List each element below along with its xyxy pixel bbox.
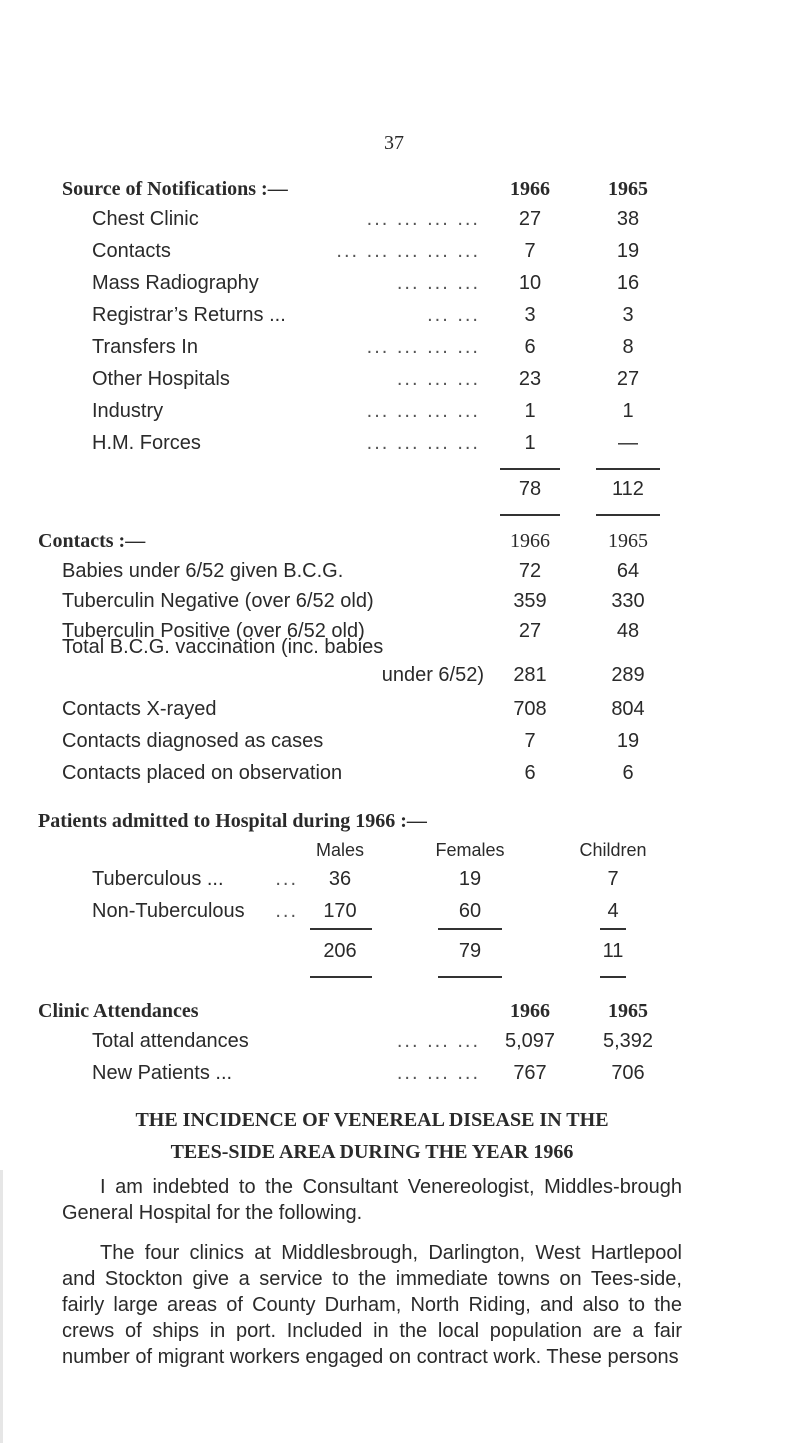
table-cell-1965: 804 bbox=[611, 698, 645, 720]
vd-paragraph-2: The four clinics at Middlesbrough, Darlington, West Hartlepool and Stockton give a service to the immediate towns on Tees-side, fairly large areas of County Durham, North Riding, and also to the crews of ships in port. Included in the local population are a fair number of migrant workers engaged on contract work. These persons bbox=[62, 1242, 682, 1368]
clinic-col-1965: 1965 bbox=[608, 1000, 648, 1022]
leader-dots: ... ... ... ... bbox=[366, 208, 480, 230]
admissions-total-females: 79 bbox=[458, 940, 482, 962]
table-cell-1965: 5,392 bbox=[602, 1030, 654, 1052]
table-cell-1965: 6 bbox=[622, 762, 634, 784]
notifications-total-1966: 78 bbox=[518, 478, 542, 500]
contacts-col-1966: 1966 bbox=[510, 530, 550, 552]
leader-dots: ... ... ... ... bbox=[366, 432, 480, 454]
admissions-col-males: Males bbox=[315, 840, 364, 860]
vd-heading-line1: THE INCIDENCE OF VENEREAL DISEASE IN THE bbox=[135, 1109, 609, 1131]
leader-dots: ... bbox=[275, 900, 298, 922]
table-cell-1965: 27 bbox=[616, 368, 640, 390]
leader-dots: ... ... ... bbox=[396, 1062, 480, 1084]
table-cell-1966: 359 bbox=[513, 590, 547, 612]
table-row-label: Tuberculin Positive (over 6/52 old) bbox=[62, 620, 365, 642]
table-cell-children: 4 bbox=[607, 900, 619, 922]
table-cell-1966: 3 bbox=[524, 304, 536, 326]
table-row-label: Non-Tuberculous bbox=[92, 900, 245, 922]
table-row-label: Mass Radiography bbox=[92, 272, 259, 294]
vd-heading-line2: TEES-SIDE AREA DURING THE YEAR 1966 bbox=[170, 1141, 574, 1163]
table-cell-1966: 767 bbox=[513, 1062, 547, 1084]
table-cell-1966: 1 bbox=[524, 432, 536, 454]
table-cell-1965: 64 bbox=[616, 560, 640, 582]
notifications-col-1966: 1966 bbox=[510, 178, 550, 200]
admissions-rule-males bbox=[310, 928, 372, 930]
leader-dots: ... ... ... bbox=[396, 1030, 480, 1052]
table-cell-1965: 16 bbox=[616, 272, 640, 294]
table-cell-1966: 7 bbox=[524, 730, 536, 752]
clinic-heading: Clinic Attendances bbox=[38, 1000, 199, 1022]
table-row-label: H.M. Forces bbox=[92, 432, 201, 454]
leader-dots: ... ... ... ... bbox=[366, 400, 480, 422]
clinic-col-1966: 1966 bbox=[510, 1000, 550, 1022]
leader-dots: ... ... ... bbox=[396, 368, 480, 390]
table-cell-1966: 23 bbox=[518, 368, 542, 390]
table-cell-1965: 19 bbox=[616, 240, 640, 262]
leader-dots: ... ... ... bbox=[396, 272, 480, 294]
table-row-label: Contacts placed on observation bbox=[62, 762, 343, 784]
contacts-heading: Contacts :— bbox=[38, 530, 146, 552]
table-cell-1965: 1 bbox=[622, 400, 634, 422]
table-cell-1966: 6 bbox=[524, 762, 536, 784]
page-edge-shadow bbox=[0, 1170, 3, 1443]
table-cell-1965: 3 bbox=[622, 304, 634, 326]
table-cell-1966: 708 bbox=[513, 698, 547, 720]
leader-dots: ... bbox=[275, 868, 298, 890]
notifications-heading: Source of Notifications :— bbox=[62, 178, 288, 200]
notifications-rule-1965 bbox=[596, 468, 660, 470]
page-number: 37 bbox=[384, 132, 404, 154]
table-cell-females: 60 bbox=[458, 900, 482, 922]
table-row-label: Registrar’s Returns ... bbox=[92, 304, 286, 326]
leader-dots: ... ... bbox=[427, 304, 480, 326]
table-cell-males: 170 bbox=[323, 900, 357, 922]
vd-paragraph-1: I am indebted to the Consultant Venereologist, Middles-brough General Hospital for the following. bbox=[62, 1176, 682, 1224]
table-cell-1965: — bbox=[618, 432, 638, 454]
admissions-rule-bottom-males bbox=[310, 976, 372, 978]
table-cell-females: 19 bbox=[458, 868, 482, 890]
table-cell-children: 7 bbox=[607, 868, 619, 890]
admissions-rule-children bbox=[600, 928, 626, 930]
table-row-label: Transfers In bbox=[92, 336, 198, 358]
table-cell-1966: 10 bbox=[518, 272, 542, 294]
table-row-label: Industry bbox=[92, 400, 164, 422]
admissions-rule-females bbox=[438, 928, 502, 930]
table-cell-1966: 1 bbox=[524, 400, 536, 422]
table-cell-1965: 19 bbox=[616, 730, 640, 752]
table-cell-1966: 72 bbox=[518, 560, 542, 582]
table-row-label: Chest Clinic bbox=[92, 208, 199, 230]
table-cell-1965: 706 bbox=[611, 1062, 645, 1084]
table-cell-1966: 27 bbox=[518, 620, 542, 642]
table-row-label: Contacts diagnosed as cases bbox=[62, 730, 324, 752]
notifications-rule-1966 bbox=[500, 468, 560, 470]
table-cell-1965: 38 bbox=[616, 208, 640, 230]
admissions-total-children: 11 bbox=[602, 940, 624, 962]
contacts-bcg-1965: 289 bbox=[611, 664, 645, 686]
admissions-col-females: Females bbox=[435, 840, 505, 860]
table-row-label: New Patients ... bbox=[92, 1062, 233, 1084]
table-row-label: Tuberculous ... bbox=[92, 868, 224, 890]
admissions-heading: Patients admitted to Hospital during 1966 :— bbox=[38, 810, 427, 832]
table-row-label: Contacts bbox=[92, 240, 171, 262]
admissions-rule-bottom-children bbox=[600, 976, 626, 978]
contacts-col-1965: 1965 bbox=[608, 530, 648, 552]
notifications-total-1965: 112 bbox=[612, 478, 644, 500]
table-cell-1965: 48 bbox=[616, 620, 640, 642]
leader-dots: ... ... ... ... ... bbox=[336, 240, 480, 262]
admissions-col-children: Children bbox=[579, 840, 647, 860]
table-row-label: Other Hospitals bbox=[92, 368, 230, 390]
notifications-col-1965: 1965 bbox=[608, 178, 648, 200]
table-row-label: Babies under 6/52 given B.C.G. bbox=[62, 560, 344, 582]
contacts-bcg-1966: 281 bbox=[513, 664, 547, 686]
admissions-total-males: 206 bbox=[323, 940, 357, 962]
table-cell-1966: 6 bbox=[524, 336, 536, 358]
admissions-rule-bottom-females bbox=[438, 976, 502, 978]
table-row-label: Total attendances bbox=[92, 1030, 249, 1052]
table-cell-1965: 8 bbox=[622, 336, 634, 358]
contacts-bcg-label-line2: under 6/52) bbox=[381, 664, 484, 686]
table-row-label: Tuberculin Negative (over 6/52 old) bbox=[62, 590, 374, 612]
table-cell-1966: 27 bbox=[518, 208, 542, 230]
table-row-label: Contacts X-rayed bbox=[62, 698, 217, 720]
table-cell-1965: 330 bbox=[611, 590, 645, 612]
table-cell-1966: 7 bbox=[524, 240, 536, 262]
table-cell-1966: 5,097 bbox=[504, 1030, 556, 1052]
leader-dots: ... ... ... ... bbox=[366, 336, 480, 358]
contacts-bcg-label-line1: Total B.C.G. vaccination (inc. babies bbox=[62, 636, 384, 658]
table-cell-males: 36 bbox=[328, 868, 352, 890]
notifications-rule-bottom-1966 bbox=[500, 514, 560, 516]
notifications-rule-bottom-1965 bbox=[596, 514, 660, 516]
